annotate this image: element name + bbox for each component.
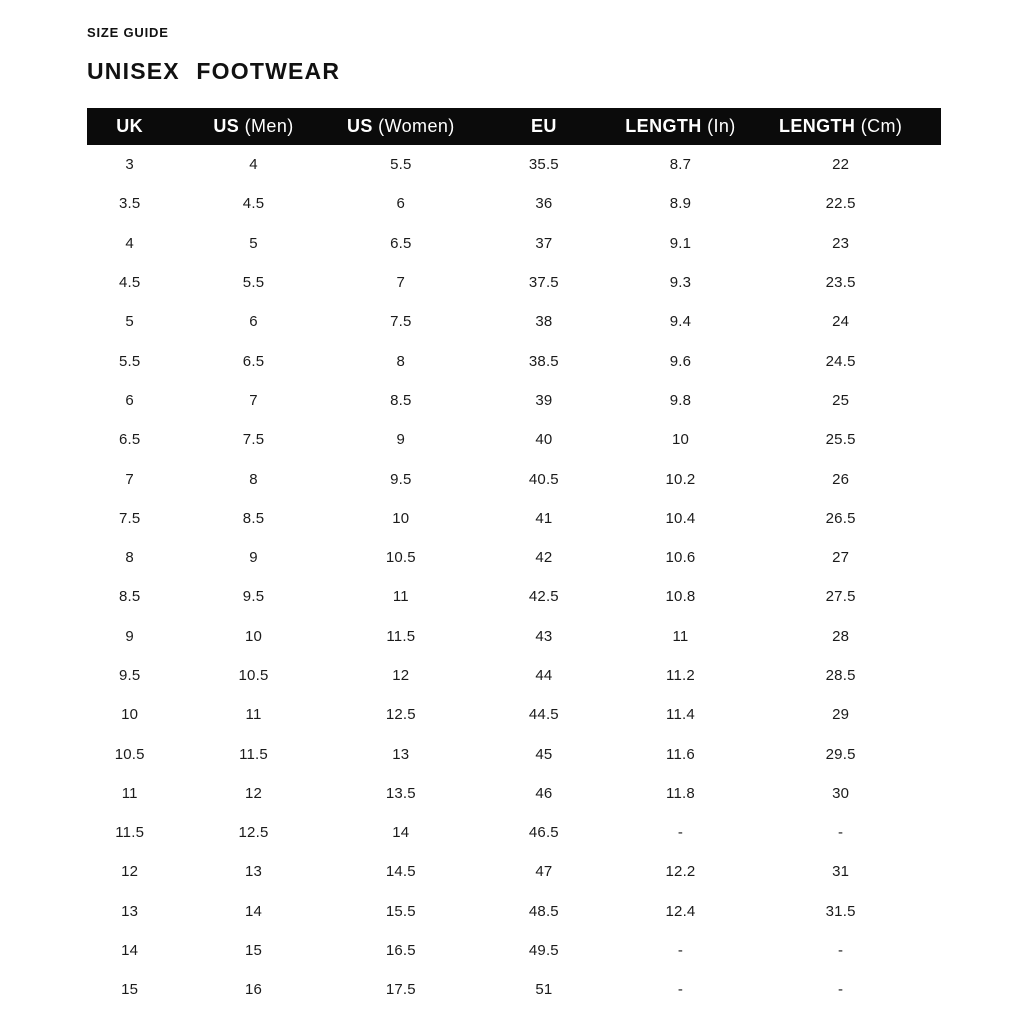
size-cell: 10.5 [114, 745, 145, 763]
size-cell: 10.8 [665, 588, 696, 606]
size-cell: 23 [832, 234, 850, 252]
header-cell [621, 108, 741, 145]
size-cell: 14 [392, 824, 410, 842]
size-cell: - [677, 942, 684, 960]
table-row [87, 695, 941, 734]
size-cell: 7.5 [390, 313, 412, 331]
size-cell: 46.5 [528, 824, 559, 842]
size-cell: 44.5 [528, 706, 559, 724]
table-row [87, 224, 941, 263]
size-cell: 35.5 [528, 156, 559, 174]
size-cell: 12 [121, 863, 139, 881]
size-cell: 13.5 [385, 784, 416, 802]
size-cell: 37.5 [528, 274, 559, 292]
size-cell: 10.6 [665, 549, 696, 567]
size-cell: 46 [535, 784, 553, 802]
header-cell-light-label: (Women) [372, 116, 455, 136]
table-row [87, 892, 941, 931]
table-row [87, 145, 941, 184]
size-cell: 6 [125, 391, 134, 409]
size-cell: 28 [832, 627, 850, 645]
size-cell: 14 [121, 942, 139, 960]
size-cell: 27.5 [825, 588, 856, 606]
size-cell: 25.5 [825, 431, 856, 449]
size-cell: 26 [832, 470, 850, 488]
size-cell: 8 [396, 352, 406, 370]
header-cell-strong-label: LENGTH [625, 116, 702, 136]
size-cell: 23.5 [825, 274, 856, 292]
size-cell: 26.5 [825, 509, 856, 527]
size-cell: 12.5 [385, 706, 416, 724]
size-cell: 9.5 [390, 470, 412, 488]
size-cell: 14.5 [385, 863, 416, 881]
size-cell: 9 [396, 431, 406, 449]
size-cell: 48.5 [528, 902, 559, 920]
size-cell: 38.5 [528, 352, 559, 370]
size-cell: 40 [535, 431, 553, 449]
size-cell: 16.5 [385, 942, 416, 960]
size-cell: 31.5 [825, 902, 856, 920]
table-row [87, 538, 941, 577]
size-cell: 9.4 [669, 313, 692, 331]
size-cell: 11 [672, 627, 689, 645]
table-row [87, 931, 941, 970]
table-row [87, 577, 941, 616]
size-cell: 24.5 [825, 352, 856, 370]
size-cell: 9.3 [669, 274, 692, 292]
table-row [87, 813, 941, 852]
size-cell: 16 [244, 981, 263, 999]
size-cell: 5.5 [118, 352, 141, 370]
table-row [87, 774, 941, 813]
table-row [87, 617, 941, 656]
size-cell: 9.6 [669, 352, 692, 370]
size-cell: 8 [125, 549, 134, 567]
size-cell: - [838, 824, 844, 842]
size-cell: 41 [535, 509, 553, 527]
size-cell: 4 [125, 234, 134, 252]
header-cell [335, 108, 467, 145]
size-cell: 9.1 [669, 234, 692, 252]
table-row [87, 656, 941, 695]
size-cell: 12 [244, 784, 263, 802]
size-cell: 9.5 [242, 588, 265, 606]
table-row [87, 459, 941, 498]
table-row [87, 263, 941, 302]
size-cell: 42 [535, 549, 553, 567]
size-cell: 45 [535, 745, 553, 763]
size-cell: 10 [392, 509, 410, 527]
size-cell: 6.5 [390, 234, 412, 252]
size-cell: 7.5 [242, 431, 265, 449]
size-cell: 12.4 [665, 902, 696, 920]
size-cell: 9 [125, 627, 134, 645]
size-cell: 44 [535, 667, 553, 684]
size-cell: 6.5 [118, 431, 141, 449]
header-cell-strong-label: US [346, 116, 373, 136]
size-cell: 11.5 [239, 745, 268, 763]
size-cell: 5 [249, 234, 258, 252]
size-cell: 49.5 [528, 942, 559, 960]
header-row [87, 108, 941, 145]
size-cell: 10.5 [385, 549, 416, 567]
size-cell: 12 [392, 667, 410, 684]
size-cell: 22.5 [825, 195, 856, 213]
table-row [87, 852, 941, 891]
size-cell: 8.5 [390, 391, 412, 409]
size-cell: 8.5 [118, 588, 141, 606]
size-cell: 30 [832, 784, 850, 802]
size-cell: 5.5 [390, 156, 412, 174]
size-cell: 51 [535, 981, 553, 999]
size-cell: 8.9 [669, 195, 692, 213]
table-row [87, 302, 941, 341]
table-row [87, 381, 941, 420]
header-cell-light-label: (Men) [239, 116, 294, 136]
size-guide-eyebrow: SIZE GUIDE [87, 25, 169, 40]
size-cell: - [677, 824, 684, 842]
size-cell: 4.5 [118, 274, 141, 292]
size-cell: 3 [125, 156, 134, 174]
size-table-body [87, 145, 941, 1010]
size-cell: 7.5 [118, 509, 141, 527]
size-cell: 4 [249, 156, 258, 174]
size-cell: 38 [535, 313, 553, 331]
header-cell-strong-label: LENGTH [778, 116, 856, 136]
size-cell: 4.5 [242, 195, 265, 213]
page-title: UNISEX FOOTWEAR [87, 58, 341, 84]
header-cell [172, 108, 334, 145]
size-cell: 37 [535, 234, 553, 252]
size-cell: 7 [249, 391, 258, 409]
size-cell: 11.6 [666, 745, 695, 763]
size-cell: - [838, 942, 844, 960]
header-cell [87, 108, 172, 145]
size-cell: 8.5 [242, 509, 265, 527]
size-cell: 24 [832, 313, 850, 331]
size-cell: 12.2 [665, 863, 696, 881]
size-cell: 11 [392, 588, 409, 606]
size-cell: 10.5 [238, 667, 269, 684]
size-cell: 11 [121, 784, 138, 802]
size-cell: 29 [832, 706, 850, 724]
size-cell: 11.5 [115, 824, 145, 842]
header-cell-strong-label: EU [530, 116, 557, 136]
table-row [87, 184, 941, 223]
size-cell: - [677, 981, 684, 999]
size-cell: 13 [392, 745, 410, 763]
header-cell [467, 108, 621, 145]
size-cell: 9.8 [669, 391, 692, 409]
table-row [87, 970, 941, 1009]
size-cell: 10.4 [665, 509, 696, 527]
size-cell: 5.5 [242, 274, 265, 292]
size-cell: 36 [535, 195, 553, 213]
size-cell: 39 [535, 391, 553, 409]
table-row [87, 499, 941, 538]
table-row [87, 734, 941, 773]
size-cell: 9 [249, 549, 258, 567]
size-cell: 8 [249, 470, 258, 488]
size-cell: 27 [832, 549, 850, 567]
size-cell: 12.5 [238, 824, 269, 842]
size-cell: 11.5 [386, 627, 416, 645]
size-cell: 40.5 [528, 470, 559, 488]
size-cell: 11 [245, 706, 262, 724]
size-cell: 10 [121, 706, 139, 724]
size-cell: 8.7 [669, 156, 692, 174]
size-cell: 15 [121, 981, 139, 999]
table-row [87, 420, 941, 459]
size-cell: 11.2 [666, 667, 695, 684]
size-cell: 10 [244, 627, 263, 645]
size-cell: 14 [244, 902, 263, 920]
size-cell: 6 [249, 313, 258, 331]
header-cell-light-label: (In) [701, 116, 736, 136]
size-cell: 5 [125, 313, 134, 331]
size-cell: 15 [244, 942, 263, 960]
size-cell: 3.5 [118, 195, 141, 213]
size-cell: - [838, 981, 844, 999]
size-cell: 6 [396, 195, 406, 213]
header-cell-strong-label: US [213, 116, 240, 136]
table-row [87, 341, 941, 380]
size-cell: 42.5 [528, 588, 559, 606]
size-cell: 22 [832, 156, 850, 174]
size-cell: 10 [671, 431, 690, 449]
size-cell: 13 [244, 863, 263, 881]
size-cell: 7 [125, 470, 134, 488]
size-cell: 6.5 [242, 352, 265, 370]
size-cell: 7 [396, 274, 406, 292]
size-cell: 25 [832, 391, 850, 409]
size-table [87, 108, 941, 1010]
size-cell: 15.5 [385, 902, 416, 920]
size-cell: 13 [121, 902, 139, 920]
size-table-header [87, 108, 941, 145]
size-cell: 11.4 [666, 706, 695, 724]
header-cell-strong-label: UK [116, 116, 144, 136]
size-cell: 10.2 [665, 470, 696, 488]
size-cell: 28.5 [825, 667, 856, 684]
header-cell [740, 108, 941, 145]
size-cell: 9.5 [118, 667, 141, 684]
size-cell: 43 [535, 627, 553, 645]
size-cell: 29.5 [825, 745, 856, 763]
size-cell: 11.8 [666, 784, 695, 802]
header-cell-light-label: (Cm) [855, 116, 903, 136]
size-cell: 17.5 [385, 981, 416, 999]
size-cell: 31 [832, 863, 850, 881]
size-cell: 47 [535, 863, 553, 881]
